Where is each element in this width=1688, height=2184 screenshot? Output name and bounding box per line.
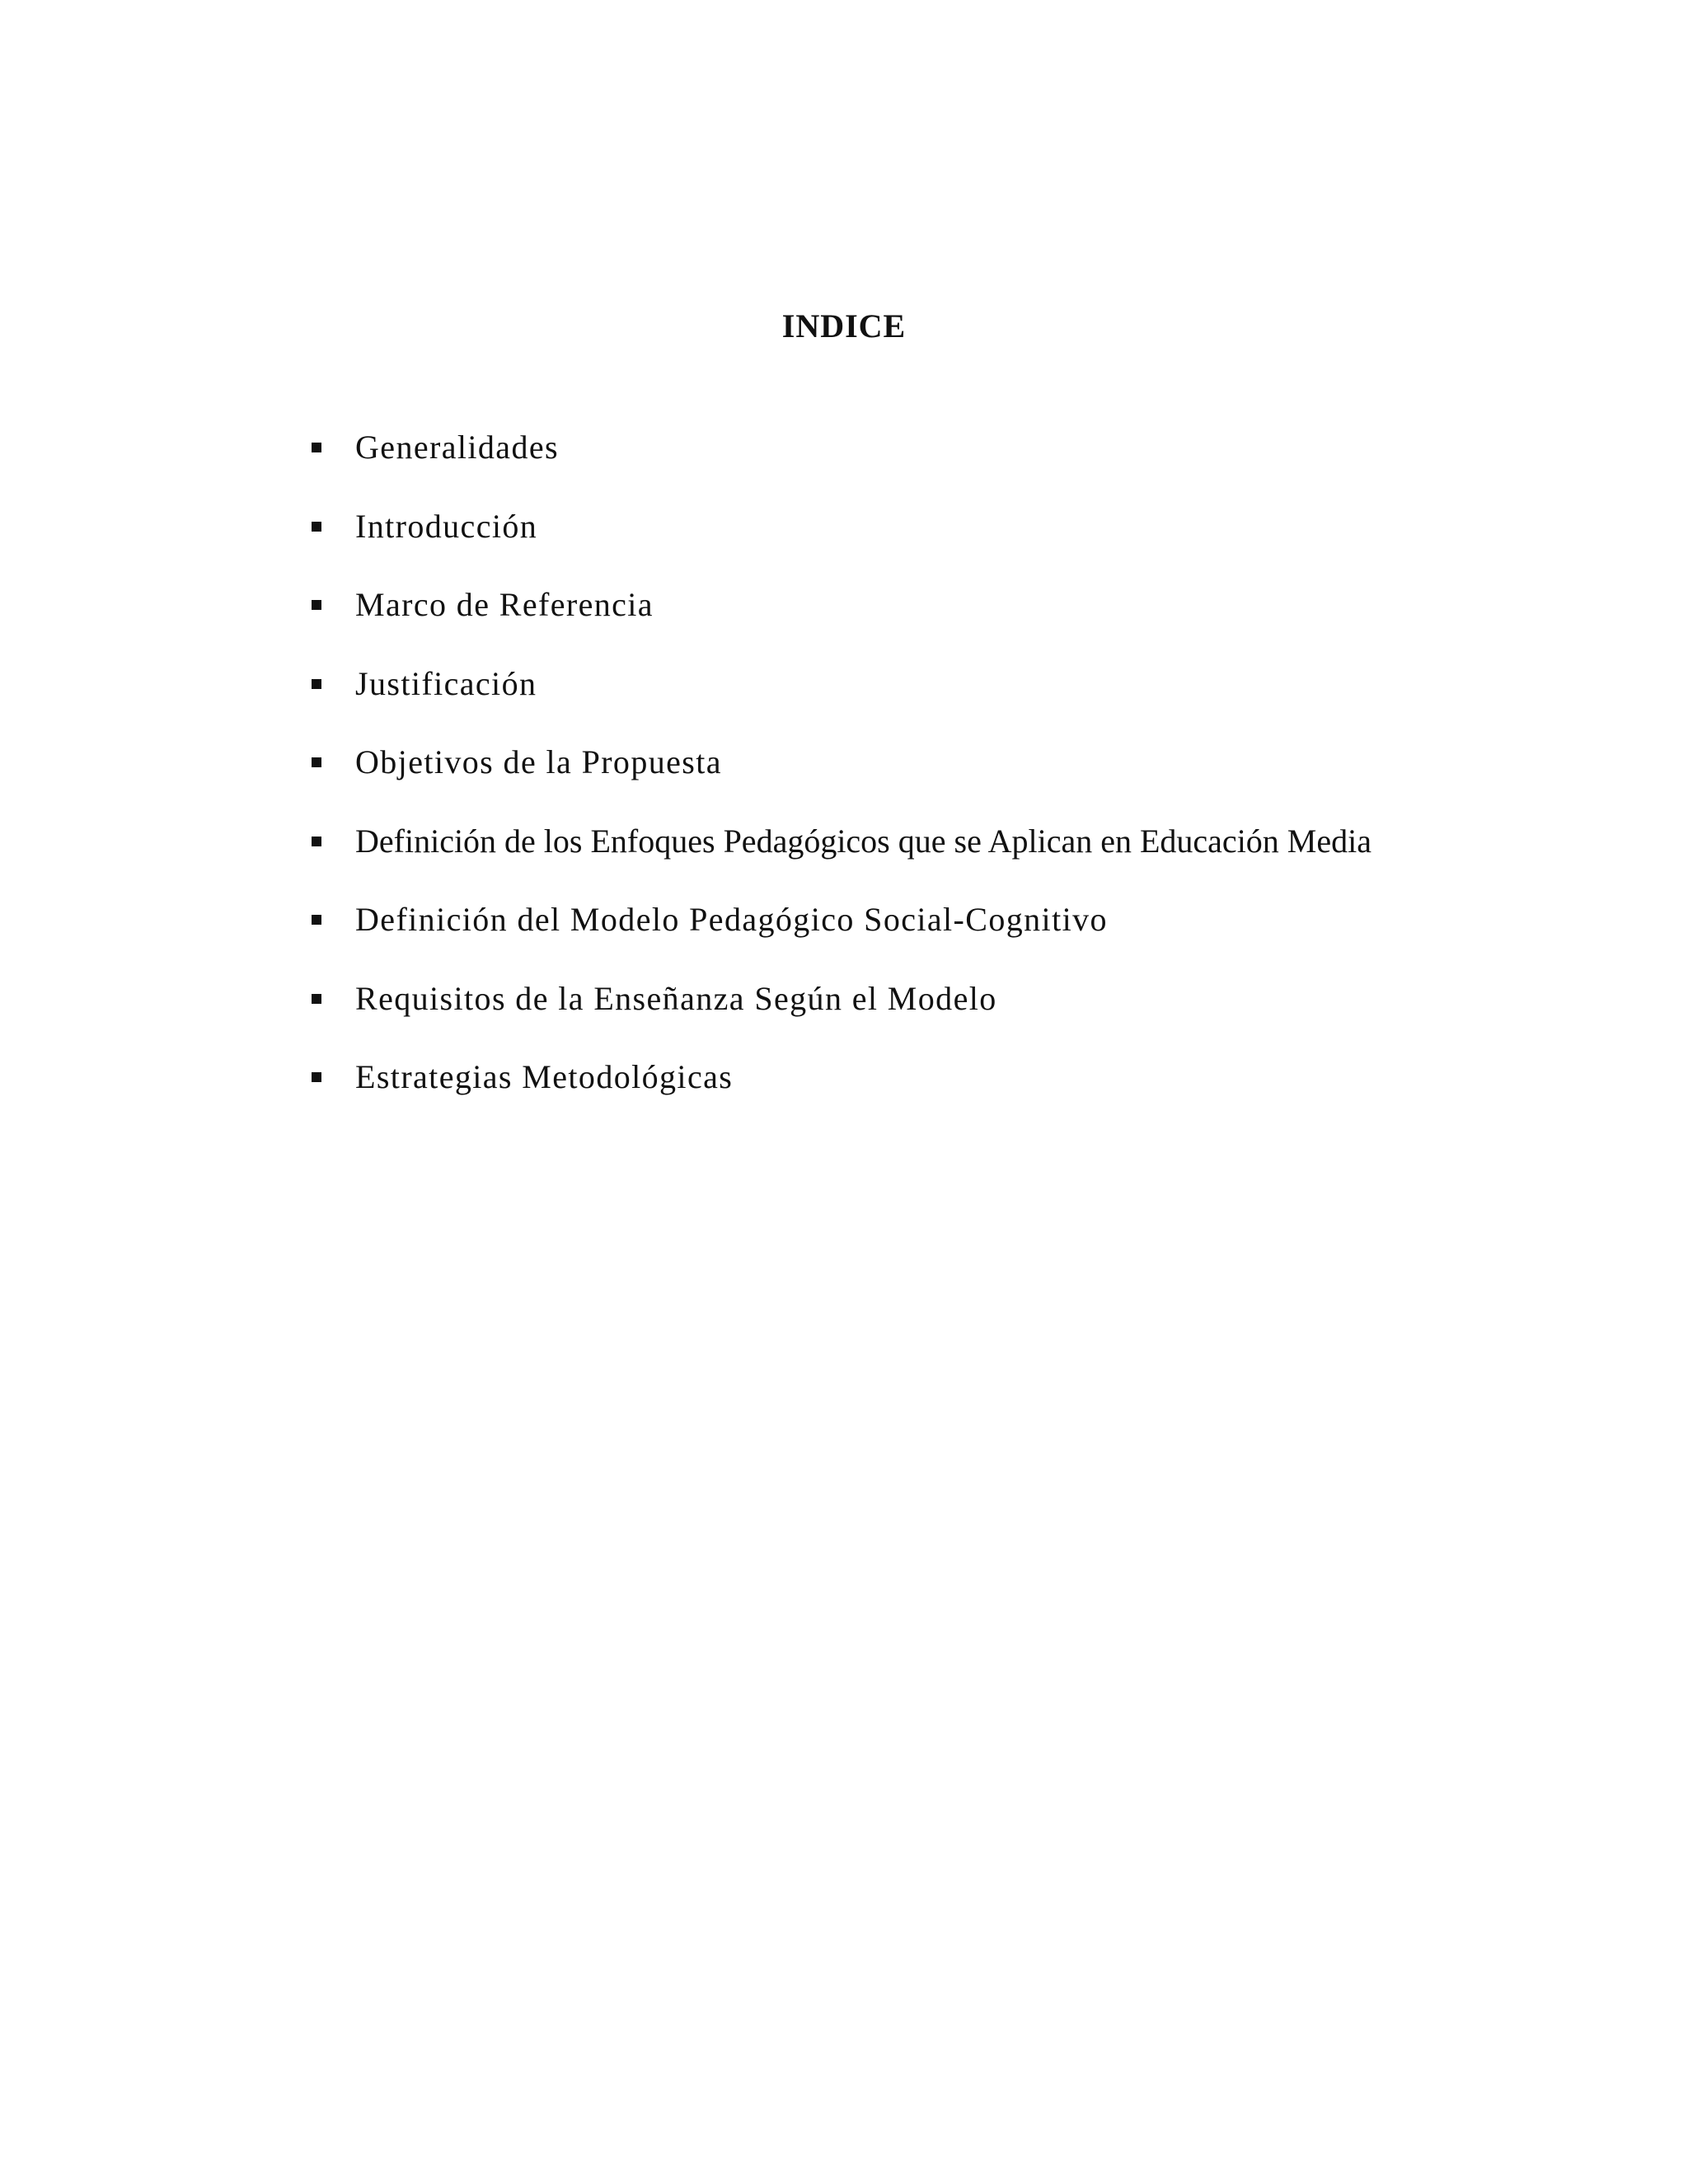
toc-item-label: Justificación <box>355 664 537 702</box>
toc-item-label: Definición de los Enfoques Pedagógicos que se Aplican en Educación Media <box>355 822 1372 860</box>
square-bullet-icon <box>312 994 321 1004</box>
toc-item-label: Estrategias Metodológicas <box>355 1058 734 1095</box>
square-bullet-icon <box>312 837 321 846</box>
toc-item-label: Introducción <box>355 507 538 545</box>
toc-item-label: Definición del Modelo Pedagógico Social-Cognitivo <box>355 901 1108 938</box>
toc-item-label: Generalidades <box>355 429 559 466</box>
square-bullet-icon <box>312 522 321 532</box>
index-title: INDICE <box>781 307 907 344</box>
toc-item-marco-de-referencia <box>312 582 1372 661</box>
toc-item-label: Marco de Referencia <box>355 586 654 623</box>
toc-item-justificacion <box>312 661 1372 740</box>
square-bullet-icon <box>312 757 321 767</box>
toc-item-modelo-pedagogico <box>312 897 1372 976</box>
toc-item-objetivos <box>312 739 1372 818</box>
square-bullet-icon <box>312 443 321 452</box>
square-bullet-icon <box>312 679 321 689</box>
square-bullet-icon <box>312 1072 321 1082</box>
toc-item-label: Requisitos de la Enseñanza Según el Modelo <box>355 979 997 1017</box>
toc-item-label: Objetivos de la Propuesta <box>355 743 722 780</box>
toc-item-enfoques-pedagogicos <box>312 818 1372 898</box>
table-of-contents <box>312 424 1372 1133</box>
toc-item-introduccion <box>312 504 1372 583</box>
toc-item-requisitos <box>312 976 1372 1055</box>
square-bullet-icon <box>312 915 321 925</box>
square-bullet-icon <box>312 600 321 610</box>
toc-item-generalidades <box>312 424 1372 504</box>
toc-item-estrategias <box>312 1054 1372 1133</box>
